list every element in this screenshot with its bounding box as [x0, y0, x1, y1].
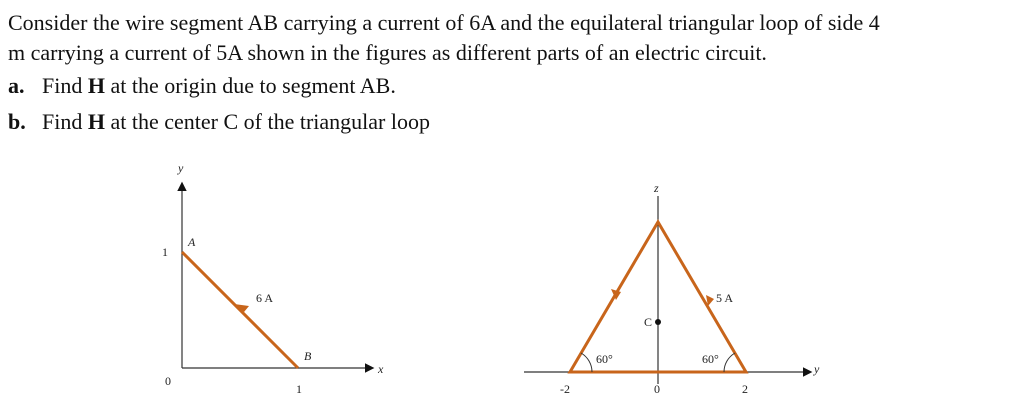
center-point: [655, 319, 661, 325]
y-axis-label: y: [178, 161, 184, 175]
center-label: C: [644, 315, 653, 329]
z-axis-label: z: [654, 181, 659, 195]
origin-label: 0: [165, 374, 171, 388]
x-axis-label: x: [378, 362, 384, 376]
intro-line-2: m carrying a current of 5A shown in the figures as different parts of an electric circuit.: [8, 40, 767, 65]
tick-center: 0: [654, 382, 660, 396]
tick-y-1: 1: [162, 245, 168, 259]
point-b-label: B: [304, 349, 312, 363]
angle-right-label: 60°: [702, 352, 719, 366]
tick-left: -2: [560, 382, 570, 396]
figure-wire-segment: [162, 161, 384, 396]
current-label-5a: 5 A: [716, 291, 734, 305]
tick-x-1: 1: [296, 382, 302, 396]
question-a-text-after: at the origin due to segment AB.: [104, 73, 396, 98]
question-a-bold: H: [87, 73, 105, 98]
question-a-text-before: Find: [42, 73, 88, 98]
angle-arc-left: [581, 353, 592, 372]
question-b-label: b.: [8, 109, 26, 134]
y-axis-label-2: y: [814, 362, 820, 376]
question-b-text-after: at the center C of the triangular loop: [104, 109, 430, 134]
wire-ab: [182, 252, 298, 368]
intro-line-1: Consider the wire segment AB carrying a current of 6A and the equilateral triangular loop of side 4: [8, 10, 880, 35]
question-a-label: a.: [8, 73, 25, 98]
question-b-bold: H: [87, 109, 105, 134]
current-label-6a: 6 A: [256, 291, 274, 305]
point-a-label: A: [188, 235, 196, 249]
figure-triangle-loop: [524, 181, 820, 396]
angle-left-label: 60°: [596, 352, 613, 366]
tick-right: 2: [742, 382, 748, 396]
question-b-text-before: Find: [42, 109, 88, 134]
angle-arc-right: [724, 353, 735, 372]
